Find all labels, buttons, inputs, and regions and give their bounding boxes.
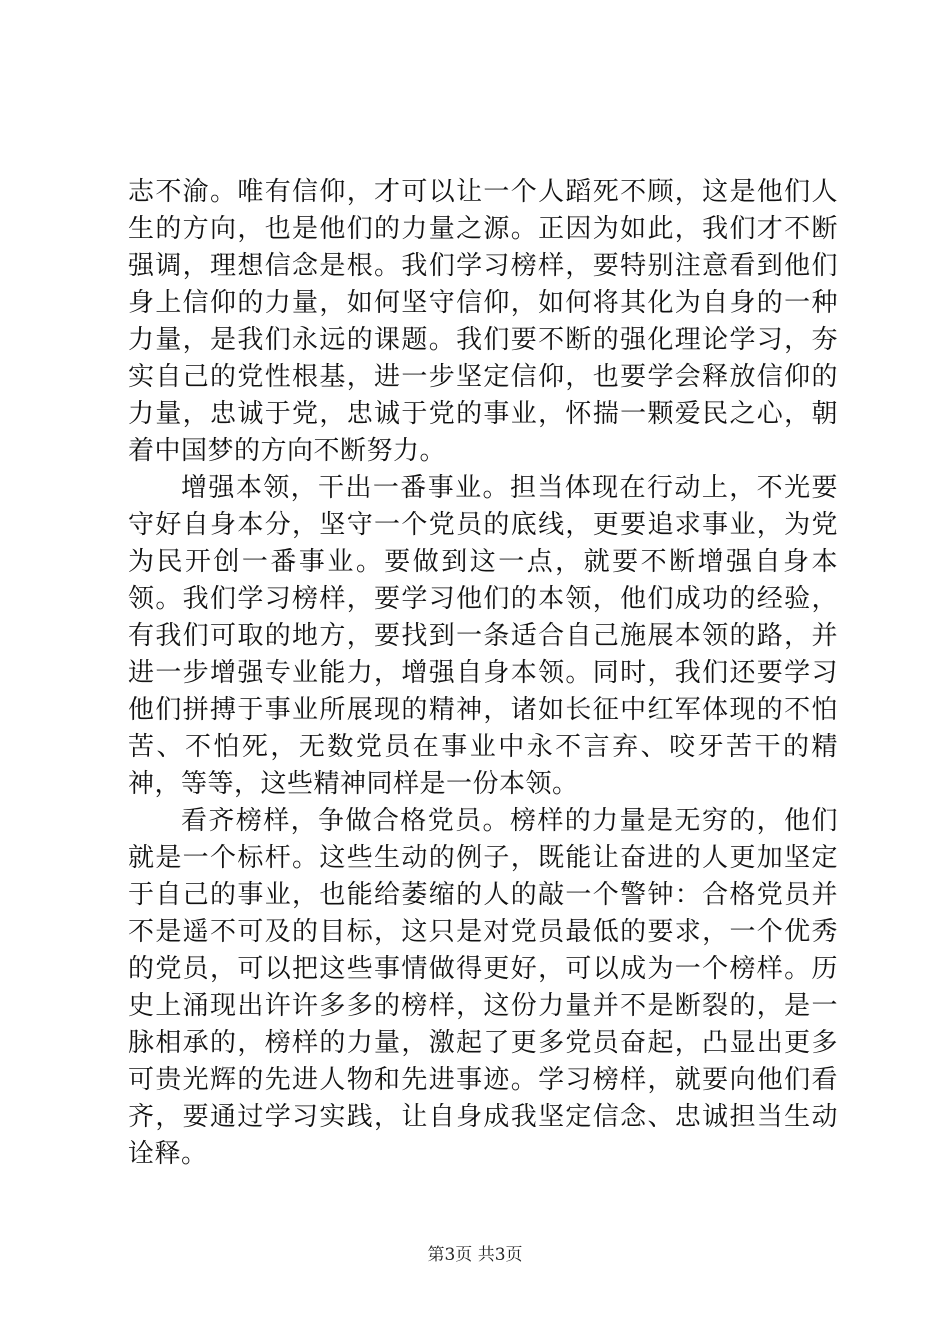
paragraph-strengthen-ability: 增强本领，干出一番事业。担当体现在行动上，不光要守好自身本分，坚守一个党员的底线，更要追求事业，为党为民开创一番事业。要做到这一点，就要不断增强自身本领。我们学习榜样，要学习他们的本领，他们成功的经验，有我们可取的地方，要找到一条适合自己施展本领的路，并进一步增强专业能力，增强自身本领。同时，我们还要学习他们拼搏于事业所展现的精神，诸如长征中红军体现的不怕苦、不怕死，无数党员在事业中永不言弃、咬牙苦干的精神，等等，这些精神同样是一份本领。 [128, 473, 838, 799]
paragraph-follow-role-models: 看齐榜样，争做合格党员。榜样的力量是无穷的，他们就是一个标杆。这些生动的例子，既能让奋进的人更加坚定于自己的事业，也能给萎缩的人的敲一个警钟：合格党员并不是遥不可及的目标，这只是对党员最低的要求，一个优秀的党员，可以把这些事情做得更好，可以成为一个榜样。历史上涌现出许许多多的榜样，这份力量并不是断裂的，是一脉相承的，榜样的力量，激起了更多党员奋起，凸显出更多可贵光辉的先进人物和先进事迹。学习榜样，就要向他们看齐，要通过学习实践，让自身成我坚定信念、忠诚担当生动诠释。 [128, 806, 838, 1169]
document-body [128, 174, 838, 1173]
page-number-footer: 第3页 共3页 [427, 1245, 523, 1265]
paragraph-continued: 志不渝。唯有信仰，才可以让一个人蹈死不顾，这是他们人生的方向，也是他们的力量之源。正因为如此，我们才不断强调，理想信念是根。我们学习榜样，要特别注意看到他们身上信仰的力量，如何坚守信仰，如何将其化为自身的一种力量，是我们永远的课题。我们要不断的强化理论学习，夯实自己的党性根基，进一步坚定信仰，也要学会释放信仰的力量，忠诚于党，忠诚于党的事业，怀揣一颗爱民之心，朝着中国梦的方向不断努力。 [128, 177, 838, 466]
